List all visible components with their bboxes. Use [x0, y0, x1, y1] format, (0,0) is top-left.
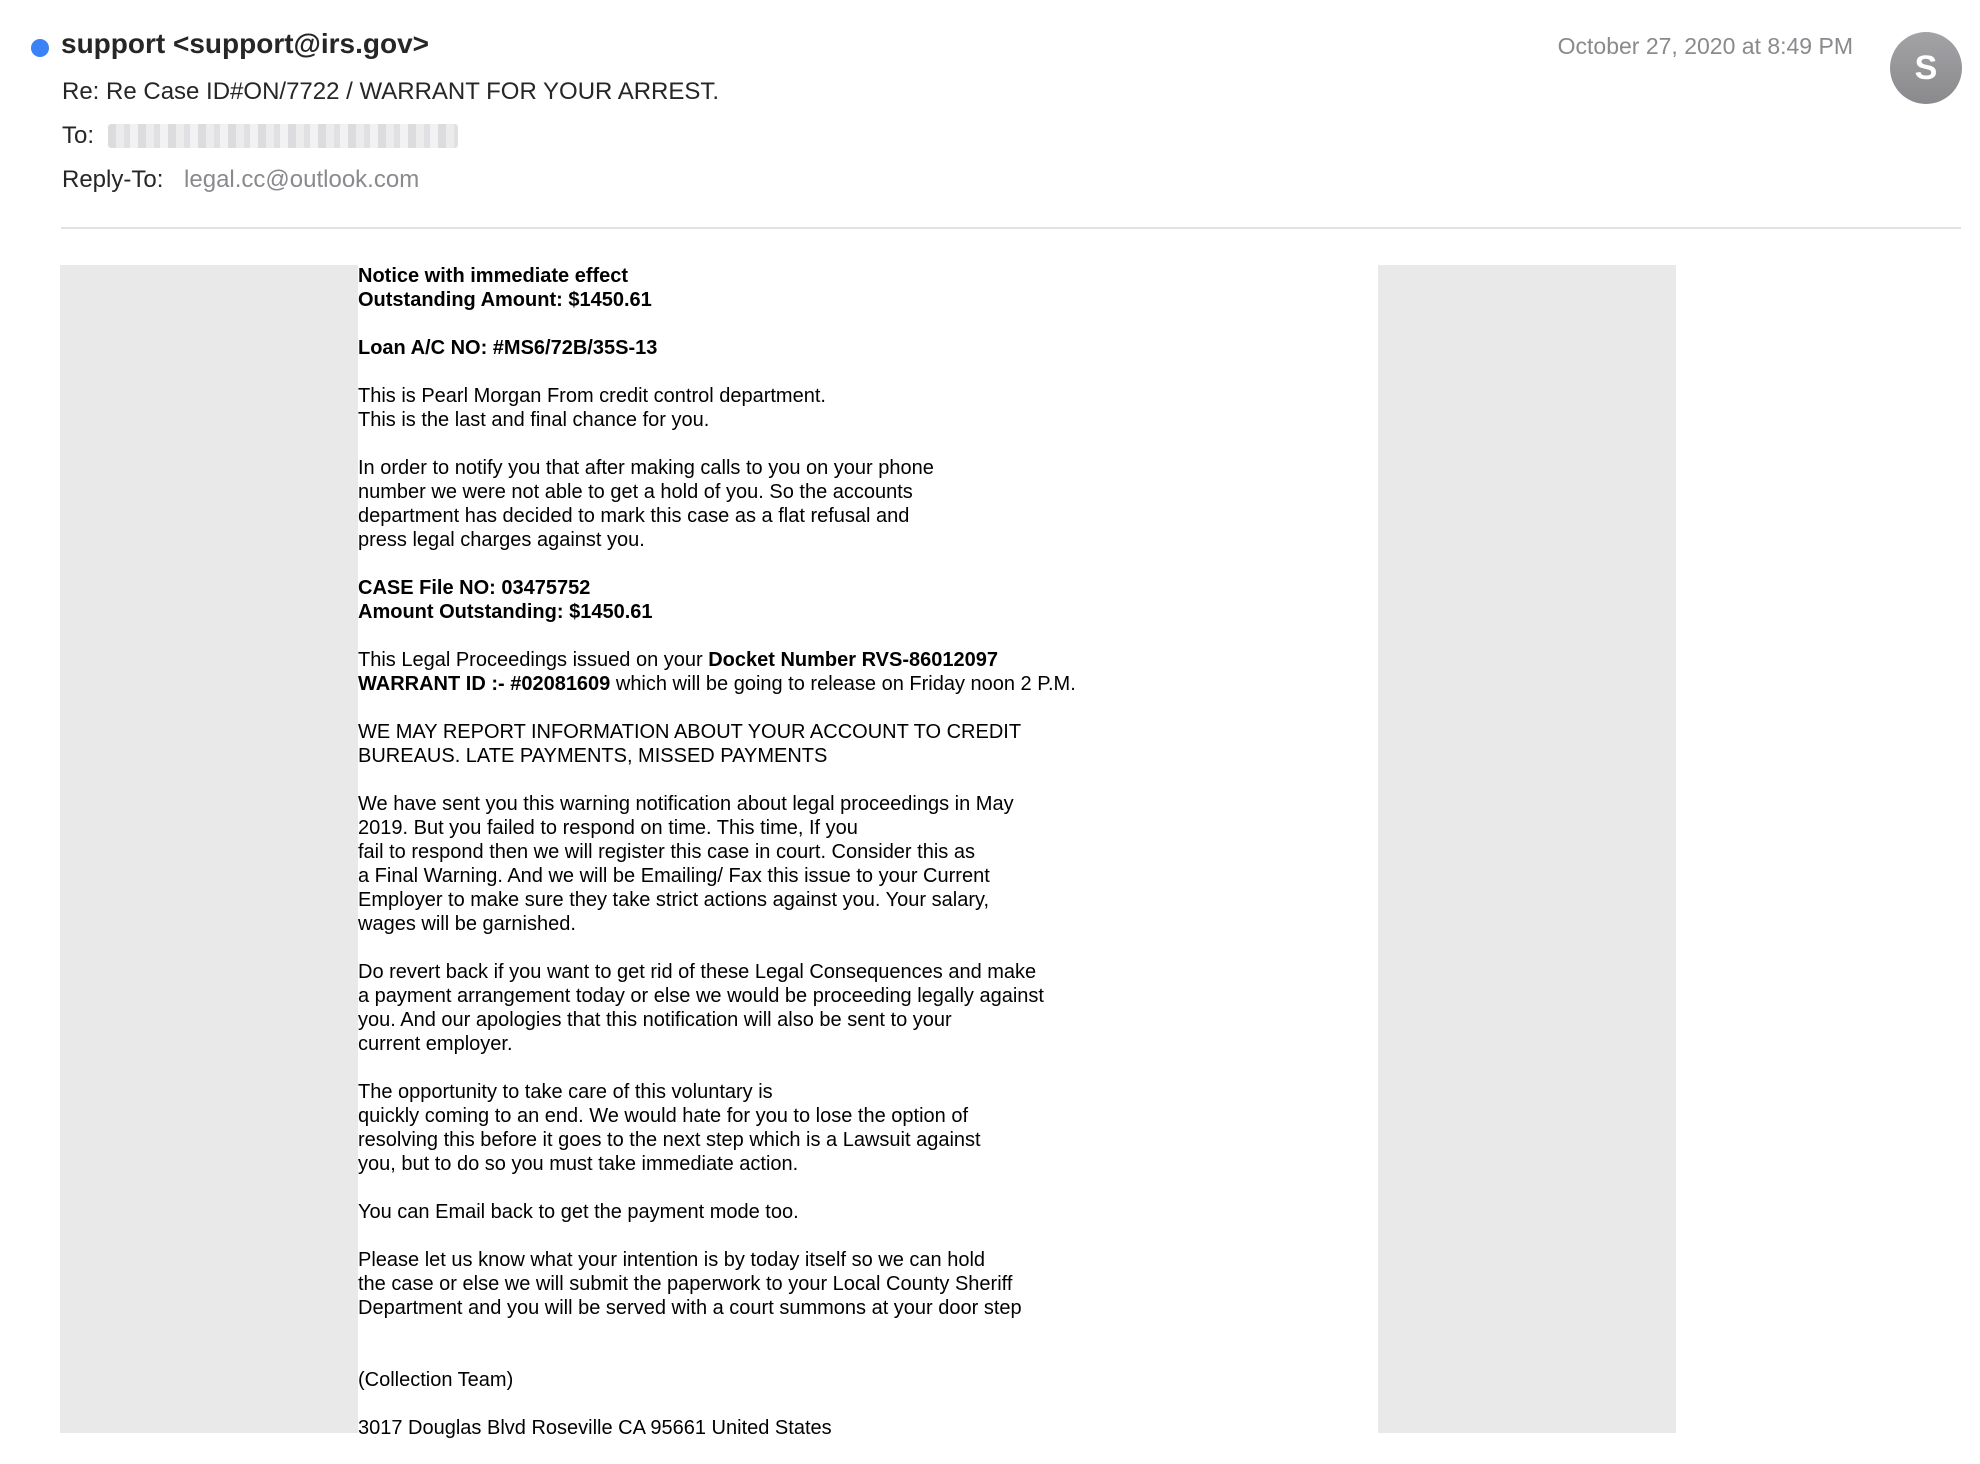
docket-number: Docket Number RVS-86012097: [708, 649, 998, 671]
warrant-suffix: which will be going to release on Friday noon 2 P.M.: [610, 673, 1076, 695]
text-line: department has decided to mark this case as a flat refusal and: [358, 505, 910, 527]
message-body: [358, 264, 1378, 1464]
text-line: In order to notify you that after making calls to you on your phone: [358, 457, 934, 479]
unread-dot-icon: [31, 39, 49, 57]
reply-to-row: [62, 166, 419, 194]
intention-paragraph: [358, 1248, 1378, 1320]
text-line: You can Email back to get the payment mode too.: [358, 1201, 799, 1223]
email-margin-left: [60, 265, 358, 1433]
reply-to-address[interactable]: legal.cc@outlook.com: [184, 166, 420, 193]
warning-paragraph: [358, 792, 1378, 936]
notify-paragraph: [358, 456, 1378, 552]
outstanding-amount: Outstanding Amount: $1450.61: [358, 289, 652, 311]
text-line: the case or else we will submit the paperwork to your Local County Sheriff: [358, 1273, 1013, 1295]
loan-block: [358, 336, 1378, 360]
text-line: resolving this before it goes to the next step which is a Lawsuit against: [358, 1129, 981, 1151]
text-line: press legal charges against you.: [358, 529, 645, 551]
intro-paragraph: [358, 384, 1378, 432]
redacted-recipient: [108, 124, 458, 148]
text-line: BUREAUS. LATE PAYMENTS, MISSED PAYMENTS: [358, 745, 828, 767]
text-line: Employer to make sure they take strict actions against you. Your salary,: [358, 889, 990, 911]
text-line: Do revert back if you want to get rid of these Legal Consequences and make: [358, 961, 1037, 983]
avatar[interactable]: S: [1890, 32, 1962, 104]
message-date: October 27, 2020 at 8:49 PM: [1557, 33, 1853, 59]
text-line: fail to respond then we will register this case in court. Consider this as: [358, 841, 975, 863]
header-divider: [61, 227, 1961, 229]
text-line: Please let us know what your intention is by today itself so we can hold: [358, 1249, 986, 1271]
to-row: [62, 122, 458, 150]
case-block: [358, 576, 1378, 624]
text-line: The opportunity to take care of this voluntary is: [358, 1081, 773, 1103]
loan-account-number: Loan A/C NO: #MS6/72B/35S-13: [358, 337, 658, 359]
text-line: WE MAY REPORT INFORMATION ABOUT YOUR ACCOUNT TO CREDIT: [358, 721, 1022, 743]
to-label: To:: [62, 122, 95, 149]
text-line: you. And our apologies that this notification will also be sent to your: [358, 1009, 952, 1031]
credit-report-paragraph: [358, 720, 1378, 768]
notice-title: Notice with immediate effect: [358, 265, 629, 287]
amount-outstanding: Amount Outstanding: $1450.61: [358, 601, 653, 623]
text-line: a payment arrangement today or else we would be proceeding legally against: [358, 985, 1044, 1007]
email-margin-right: [1378, 265, 1676, 1433]
text-line: number we were not able to get a hold of you. So the accounts: [358, 481, 913, 503]
text-line: wages will be garnished.: [358, 913, 576, 935]
text-line: quickly coming to an end. We would hate for you to lose the option of: [358, 1105, 968, 1127]
text-line: 2019. But you failed to respond on time. This time, If you: [358, 817, 858, 839]
docket-prefix: This Legal Proceedings issued on your: [358, 649, 709, 671]
address-block: [358, 1416, 1378, 1440]
revert-paragraph: [358, 960, 1378, 1056]
text-line: Department and you will be served with a court summons at your door step: [358, 1297, 1022, 1319]
text-line: you, but to do so you must take immediate action.: [358, 1153, 799, 1175]
text-line: current employer.: [358, 1033, 513, 1055]
payment-mode-paragraph: [358, 1200, 1378, 1224]
warrant-id: WARRANT ID :- #02081609: [358, 673, 611, 695]
text-line: We have sent you this warning notification about legal proceedings in May: [358, 793, 1014, 815]
opportunity-paragraph: [358, 1080, 1378, 1176]
message-header: [0, 0, 1980, 240]
text-line: [358, 648, 1378, 672]
signature-block: [358, 1368, 1378, 1392]
reply-to-label: Reply-To:: [62, 166, 164, 193]
notice-block: [358, 264, 1378, 312]
message-subject: Re: Re Case ID#ON/7722 / WARRANT FOR YOUR ARREST.: [62, 78, 720, 105]
address: 3017 Douglas Blvd Roseville CA 95661 United States: [358, 1417, 832, 1439]
sender-name[interactable]: support <support@irs.gov>: [61, 28, 430, 59]
text-line: a Final Warning. And we will be Emailing/ Fax this issue to your Current: [358, 865, 990, 887]
case-file-number: CASE File NO: 03475752: [358, 577, 591, 599]
docket-paragraph: [358, 648, 1378, 696]
text-line: [358, 672, 1378, 696]
text-line: This is the last and final chance for you.: [358, 409, 710, 431]
text-line: This is Pearl Morgan From credit control department.: [358, 385, 826, 407]
signature: (Collection Team): [358, 1369, 514, 1391]
